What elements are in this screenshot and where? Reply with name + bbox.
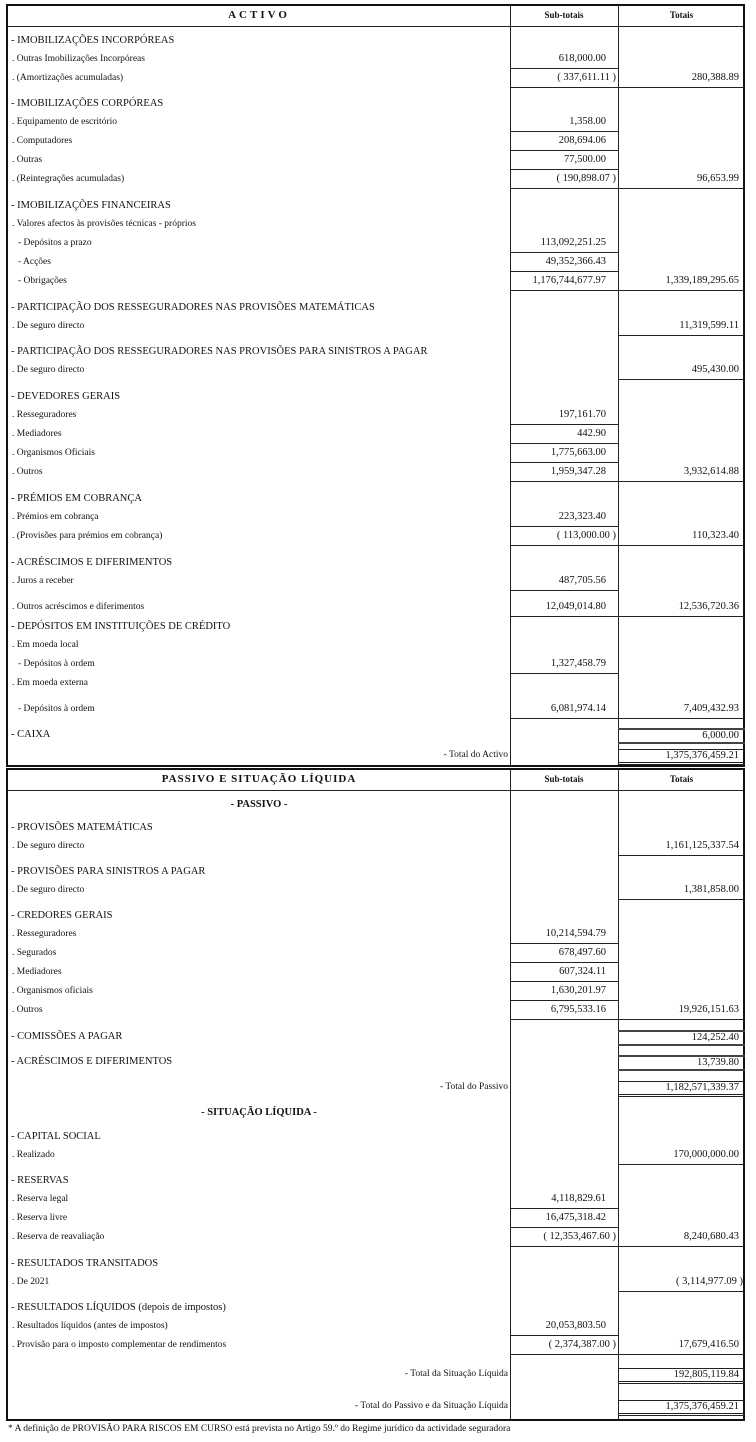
- table-row: [8, 636, 743, 655]
- row-label: . Resultados líquidos (antes de impostos): [12, 1321, 168, 1331]
- subtotal-value: 113,092,251.25: [510, 237, 618, 253]
- table-row: [8, 253, 743, 272]
- subtotal-value: 10,214,594.79: [510, 928, 618, 944]
- row-label: - DEPÓSITOS EM INSTITUIÇÕES DE CRÉDITO: [11, 621, 231, 632]
- table-row: [8, 425, 743, 444]
- table-row: [8, 170, 743, 189]
- table-row: [8, 151, 743, 170]
- row-label: . Equipamento de escritório: [12, 117, 117, 127]
- row-label: - PRÉMIOS EM COBRANÇA: [11, 493, 142, 504]
- subtotal-value: ( 2,374,387.00 ): [510, 1339, 618, 1355]
- passivo-table: [6, 768, 745, 1421]
- subtotal-value: 1,630,201.97: [510, 985, 618, 1001]
- subtotal-value: 1,176,744,677.97: [510, 275, 618, 291]
- total-value: ( 3,114,977.09 ): [618, 1276, 745, 1292]
- total-value: 11,319,599.11: [618, 320, 745, 336]
- row-label: . De seguro directo: [12, 841, 85, 851]
- subtotal-value: 77,500.00: [510, 154, 618, 170]
- table-row: [8, 944, 743, 963]
- table-row: [8, 1209, 743, 1228]
- row-label: . Em moeda local: [12, 640, 79, 650]
- row-label: - CREDORES GERAIS: [11, 910, 113, 921]
- row-label: - PASSIVO -: [230, 799, 288, 810]
- total-row: [8, 746, 743, 765]
- row-label: - DEVEDORES GERAIS: [11, 391, 121, 402]
- total-row: [8, 1365, 743, 1384]
- row-label: - SITUAÇÃO LÍQUIDA -: [201, 1107, 317, 1118]
- row-label: . Resseguradores: [12, 929, 77, 939]
- row-label: . Outros acréscimos e diferimentos: [12, 602, 145, 612]
- activo-title: ACTIVO: [228, 9, 290, 21]
- subtotal-value: 16,475,318.42: [510, 1212, 618, 1228]
- total-value: 7,409,432.93: [618, 703, 745, 719]
- table-row: [8, 361, 743, 380]
- subtotal-value: 6,795,533.16: [510, 1004, 618, 1020]
- table-row: [8, 1001, 743, 1020]
- table-row: [8, 406, 743, 425]
- row-label: - PROVISÕES MATEMÁTICAS: [11, 822, 153, 833]
- subtotal-value: ( 337,611.11 ): [510, 72, 618, 88]
- row-label: . Outras: [12, 155, 43, 165]
- row-label: . Reserva legal: [12, 1194, 69, 1204]
- table-row: [8, 215, 743, 234]
- subtotal-value: 197,161.70: [510, 409, 618, 425]
- section-row: [8, 1171, 743, 1190]
- row-label: . Em moeda externa: [12, 678, 88, 688]
- total-value: 13,739.80: [618, 1055, 745, 1071]
- row-label: - Depósitos a prazo: [18, 238, 92, 248]
- total-value: 8,240,680.43: [618, 1231, 745, 1247]
- table-row: [8, 1273, 743, 1292]
- table-row: [8, 444, 743, 463]
- subtotal-value: 1,775,663.00: [510, 447, 618, 463]
- table-row: [8, 982, 743, 1001]
- row-label: . De 2021: [12, 1277, 50, 1287]
- row-label: - Total do Passivo e da Situação Líquida: [355, 1401, 508, 1411]
- total-value: 6,000.00: [618, 728, 745, 744]
- grand-total-value: 1,375,376,459.21: [618, 1400, 745, 1416]
- activo-header: [8, 6, 743, 27]
- passivo-header: [8, 770, 743, 791]
- subtotal-value: 12,049,014.80: [510, 601, 618, 617]
- row-label: - Acções: [18, 257, 51, 267]
- table-row: [8, 963, 743, 982]
- row-label: . (Amortizações acumuladas): [12, 73, 124, 83]
- row-label: - Depósitos à ordem: [18, 704, 95, 714]
- row-label: - Total do Activo: [443, 750, 508, 760]
- subtotal-value: 20,053,803.50: [510, 1320, 618, 1336]
- table-row: [8, 317, 743, 336]
- table-row: [8, 700, 743, 719]
- row-label: - RESULTADOS LÍQUIDOS (depois de impostos): [11, 1302, 226, 1313]
- section-row: [8, 1254, 743, 1273]
- row-label: . Prémios em cobrança: [12, 512, 99, 522]
- row-label: - Total do Passivo: [439, 1082, 508, 1092]
- subtotal-value: 4,118,829.61: [510, 1193, 618, 1209]
- row-label: - ACRÉSCIMOS E DIFERIMENTOS: [11, 1056, 173, 1067]
- total-value: 124,252.40: [618, 1030, 745, 1046]
- row-label: . Mediadores: [12, 967, 62, 977]
- section-row: [8, 617, 743, 636]
- section-row: [8, 1027, 743, 1046]
- subtotal-value: 618,000.00: [510, 53, 618, 69]
- row-label: - IMOBILIZAÇÕES FINANCEIRAS: [11, 200, 171, 211]
- row-label: - Total da Situação Líquida: [404, 1369, 508, 1379]
- row-label: - PARTICIPAÇÃO DOS RESSEGURADORES NAS PROVISÕES MATEMÁTICAS: [11, 302, 375, 313]
- total-value: 1,339,189,295.65: [618, 275, 745, 291]
- row-label: . Outros: [12, 1005, 43, 1015]
- row-label: . Outros: [12, 467, 43, 477]
- table-row: [8, 572, 743, 591]
- section-row: [8, 94, 743, 113]
- table-row: [8, 272, 743, 291]
- row-label: . Organismos oficiais: [12, 986, 93, 996]
- table-row: [8, 69, 743, 88]
- table-row: [8, 881, 743, 900]
- passivo-title: PASSIVO E SITUAÇÃO LÍQUIDA: [161, 773, 357, 785]
- subtotals-header: Sub-totais: [544, 10, 584, 20]
- table-row: [8, 1190, 743, 1209]
- row-label: - RESERVAS: [11, 1175, 69, 1186]
- row-label: . De seguro directo: [12, 365, 85, 375]
- grand-total-value: 192,805,119.84: [618, 1368, 745, 1384]
- row-label: - IMOBILIZAÇÕES CORPÓREAS: [11, 98, 164, 109]
- table-row: [8, 1228, 743, 1247]
- grand-total-value: 1,375,376,459.21: [618, 749, 745, 765]
- row-label: . Reserva de reavaliação: [12, 1232, 105, 1242]
- total-row: [8, 1397, 743, 1416]
- table-row: [8, 463, 743, 482]
- row-label: . Juros a receber: [12, 576, 74, 586]
- table-row: [8, 655, 743, 674]
- section-row: [8, 862, 743, 881]
- table-row: [8, 527, 743, 546]
- table-row: [8, 50, 743, 69]
- row-label: . Resseguradores: [12, 410, 77, 420]
- total-value: 17,679,416.50: [618, 1339, 745, 1355]
- subtotal-value: ( 12,353,467.60 ): [510, 1231, 618, 1247]
- section-row: [8, 31, 743, 50]
- table-row: [8, 234, 743, 253]
- total-value: 170,000,000.00: [618, 1149, 745, 1165]
- row-label: . Mediadores: [12, 429, 62, 439]
- row-label: . Provisão para o imposto complementar de rendimentos: [12, 1340, 227, 1350]
- subtotal-value: ( 113,000.00 ): [510, 530, 618, 546]
- table-row: [8, 132, 743, 151]
- table-row: [8, 795, 743, 814]
- subtotal-value: 1,358.00: [510, 116, 618, 132]
- row-label: - ACRÉSCIMOS E DIFERIMENTOS: [11, 557, 173, 568]
- total-value: 1,381,858.00: [618, 884, 745, 900]
- total-value: 96,653.99: [618, 173, 745, 189]
- section-row: [8, 725, 743, 744]
- row-label: - PARTICIPAÇÃO DOS RESSEGURADORES NAS PROVISÕES PARA SINISTROS A PAGAR: [11, 346, 428, 357]
- table-row: [8, 837, 743, 856]
- section-row: [8, 1052, 743, 1071]
- subtotal-value: 442.90: [510, 428, 618, 444]
- total-value: 19,926,151.63: [618, 1004, 745, 1020]
- row-label: . Valores afectos às provisões técnicas - próprios: [12, 219, 196, 229]
- total-value: 12,536,720.36: [618, 601, 745, 617]
- total-value: 110,323.40: [618, 530, 745, 546]
- subtotal-value: 487,705.56: [510, 575, 618, 591]
- table-row: [8, 1103, 743, 1122]
- subtotal-value: 1,959,347.28: [510, 466, 618, 482]
- subtotal-value: 223,323.40: [510, 511, 618, 527]
- row-label: - COMISSÕES A PAGAR: [11, 1031, 123, 1042]
- total-value: 495,430.00: [618, 364, 745, 380]
- grand-total-value: 1,182,571,339.37: [618, 1081, 745, 1097]
- table-row: [8, 674, 743, 693]
- row-label: - RESULTADOS TRANSITADOS: [11, 1258, 159, 1269]
- row-label: . Outras Imobilizações Incorpóreas: [12, 54, 145, 64]
- row-label: - Obrigações: [18, 276, 67, 286]
- row-label: . (Provisões para prémios em cobrança): [12, 531, 163, 541]
- table-row: [8, 925, 743, 944]
- subtotal-value: 1,327,458.79: [510, 658, 618, 674]
- subtotal-value: ( 190,898.07 ): [510, 173, 618, 189]
- section-row: [8, 553, 743, 572]
- subtotal-value: 678,497.60: [510, 947, 618, 963]
- totals-header: Totais: [669, 774, 694, 784]
- section-row: [8, 342, 743, 361]
- section-row: [8, 387, 743, 406]
- row-label: - CAIXA: [11, 729, 51, 740]
- section-row: [8, 489, 743, 508]
- section-row: [8, 298, 743, 317]
- total-value: 1,161,125,337.54: [618, 840, 745, 856]
- total-row: [8, 1078, 743, 1097]
- subtotal-value: 49,352,366.43: [510, 256, 618, 272]
- subtotal-value: 208,694.06: [510, 135, 618, 151]
- section-row: [8, 818, 743, 837]
- row-label: - Depósitos à ordem: [18, 659, 95, 669]
- subtotals-header: Sub-totais: [544, 774, 584, 784]
- row-label: . De seguro directo: [12, 321, 85, 331]
- total-value: 3,932,614.88: [618, 466, 745, 482]
- row-label: . (Reintegrações acumuladas): [12, 174, 125, 184]
- subtotal-value: 607,324.11: [510, 966, 618, 982]
- table-row: [8, 1146, 743, 1165]
- row-label: . Segurados: [12, 948, 57, 958]
- footnote: * A definição de PROVISÃO PARA RISCOS EM CURSO está prevista no Artigo 59.º do Regime jurídico da actividade seguradora: [8, 1424, 511, 1434]
- row-label: - PROVISÕES PARA SINISTROS A PAGAR: [11, 866, 206, 877]
- table-row: [8, 508, 743, 527]
- subtotal-value: 6,081,974.14: [510, 703, 618, 719]
- section-row: [8, 906, 743, 925]
- row-label: . Realizado: [12, 1150, 55, 1160]
- activo-table: [6, 4, 745, 767]
- table-row: [8, 113, 743, 132]
- row-label: . De seguro directo: [12, 885, 85, 895]
- table-row: [8, 1317, 743, 1336]
- row-label: . Reserva livre: [12, 1213, 68, 1223]
- row-label: - IMOBILIZAÇÕES INCORPÓREAS: [11, 35, 175, 46]
- table-row: [8, 1336, 743, 1355]
- total-value: 280,388.89: [618, 72, 745, 88]
- table-row: [8, 598, 743, 617]
- section-row: [8, 1127, 743, 1146]
- row-label: . Computadores: [12, 136, 73, 146]
- row-label: - CAPITAL SOCIAL: [11, 1131, 101, 1142]
- section-row: [8, 196, 743, 215]
- section-row: [8, 1298, 743, 1317]
- row-label: . Organismos Oficiais: [12, 448, 95, 458]
- totals-header: Totais: [669, 10, 694, 20]
